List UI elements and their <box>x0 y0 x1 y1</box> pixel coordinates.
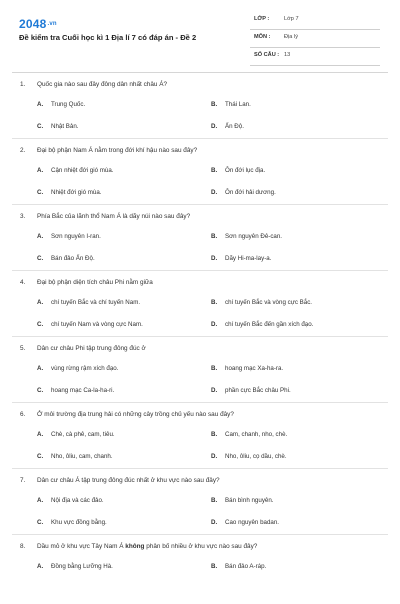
question-divider <box>12 138 388 139</box>
question-text-emphasis: không <box>125 543 145 550</box>
option-text: chí tuyến Bắc đến gần xích đạo. <box>225 321 314 328</box>
logo-text: 2048 <box>19 17 47 31</box>
exam-title: Đề kiểm tra Cuối học kì 1 Địa lí 7 có đáp án - Đề 2 <box>19 33 197 42</box>
option-b[interactable] <box>211 563 266 570</box>
option-text: Nhật Bản. <box>51 123 79 130</box>
option-text: Ôn đới hải dương. <box>225 189 276 196</box>
option-c[interactable] <box>37 123 79 130</box>
option-a[interactable] <box>37 497 104 504</box>
question-number: 1. <box>20 81 26 88</box>
option-text: Ôn đới lục địa. <box>225 167 266 174</box>
option-text: Bán đảo A-ráp. <box>225 563 267 570</box>
meta-label: SỐ CÂU : <box>254 52 280 58</box>
option-text: Sơn nguyên I-ran. <box>51 233 101 240</box>
option-text: Bán đảo Ấn Độ. <box>51 255 95 262</box>
question-8 <box>0 538 400 604</box>
question-text <box>37 543 257 550</box>
question-number: 7. <box>20 477 26 484</box>
question-1 <box>0 76 400 142</box>
option-d[interactable] <box>211 387 291 394</box>
option-letter: C. <box>37 453 44 460</box>
question-number: 8. <box>20 543 26 550</box>
question-text: Ở môi trường địa trung hải có những cây trồng chủ yếu nào sau đây? <box>37 411 234 418</box>
option-text: hoang mạc Xa-ha-ra. <box>225 365 284 372</box>
question-number: 5. <box>20 345 26 352</box>
question-list <box>0 76 400 604</box>
meta-value: Địa lý <box>284 34 298 40</box>
option-letter: B. <box>211 563 218 570</box>
option-d[interactable] <box>211 321 313 328</box>
option-text: Nhiệt đới gió mùa. <box>51 189 102 196</box>
option-text: chí tuyến Bắc và chí tuyến Nam. <box>51 299 141 306</box>
option-b[interactable] <box>211 365 283 372</box>
option-letter: C. <box>37 387 44 394</box>
option-letter: A. <box>37 497 44 504</box>
option-d[interactable] <box>211 453 287 460</box>
option-c[interactable] <box>37 189 102 196</box>
option-letter: A. <box>37 167 44 174</box>
option-c[interactable] <box>37 387 114 394</box>
option-text: Sơn nguyên Đê-can. <box>225 233 283 240</box>
option-letter: B. <box>211 299 218 306</box>
option-a[interactable] <box>37 563 113 570</box>
option-letter: A. <box>37 365 44 372</box>
option-b[interactable] <box>211 233 282 240</box>
option-letter: B. <box>211 167 218 174</box>
meta-value: 13 <box>284 52 291 58</box>
option-letter: D. <box>211 387 218 394</box>
question-text-part: phân bố nhiều ở khu vực nào sau đây? <box>144 543 258 550</box>
question-text: Đại bộ phận Nam Á nằm trong đới khí hậu nào sau đây? <box>37 147 198 154</box>
option-letter: A. <box>37 101 44 108</box>
option-a[interactable] <box>37 233 101 240</box>
option-b[interactable] <box>211 431 287 438</box>
question-text: Quốc gia nào sau đây đông dân nhất châu Á? <box>37 81 168 88</box>
option-text: chí tuyến Nam và vòng cực Nam. <box>51 321 143 328</box>
option-text: Nho, ôliu, cọ dầu, chè. <box>225 453 287 460</box>
option-letter: C. <box>37 255 44 262</box>
meta-label: LỚP : <box>254 16 270 22</box>
option-letter: B. <box>211 101 218 108</box>
option-a[interactable] <box>37 365 118 372</box>
option-a[interactable] <box>37 101 85 108</box>
option-letter: D. <box>211 519 218 526</box>
question-divider <box>12 336 388 337</box>
option-text: Thái Lan. <box>225 101 251 108</box>
option-letter: C. <box>37 321 44 328</box>
option-d[interactable] <box>211 255 271 262</box>
option-letter: B. <box>211 233 218 240</box>
option-text: vùng rừng rậm xích đạo. <box>51 365 119 372</box>
question-number: 3. <box>20 213 26 220</box>
option-letter: B. <box>211 431 218 438</box>
question-text: Dân cư châu Á tập trung đông đúc nhất ở khu vực nào sau đây? <box>37 477 220 484</box>
question-number: 4. <box>20 279 26 286</box>
option-letter: D. <box>211 321 218 328</box>
option-b[interactable] <box>211 299 312 306</box>
option-letter: A. <box>37 563 44 570</box>
option-a[interactable] <box>37 167 114 174</box>
option-text: Ấn Độ. <box>225 123 244 130</box>
meta-row-count <box>250 50 380 66</box>
page-header <box>0 0 400 74</box>
option-text: Bán bình nguyên. <box>225 497 274 504</box>
option-letter: C. <box>37 123 44 130</box>
question-divider <box>12 204 388 205</box>
option-text: Nho, ôliu, cam, chanh. <box>51 453 113 460</box>
meta-value: Lớp 7 <box>284 16 299 22</box>
question-number: 2. <box>20 147 26 154</box>
option-letter: C. <box>37 189 44 196</box>
question-text: Phía Bắc của lãnh thổ Nam Á là dãy núi nào sau đây? <box>37 213 191 220</box>
option-b[interactable] <box>211 497 274 504</box>
option-letter: A. <box>37 299 44 306</box>
question-divider <box>12 534 388 535</box>
option-c[interactable] <box>37 255 95 262</box>
option-c[interactable] <box>37 519 107 526</box>
option-letter: C. <box>37 519 44 526</box>
option-text: Khu vực đồng bằng. <box>51 519 107 526</box>
option-c[interactable] <box>37 321 143 328</box>
option-text: Đồng bằng Lưỡng Hà. <box>51 563 113 570</box>
question-text: Đại bộ phận diện tích châu Phi nằm giữa <box>37 279 153 286</box>
option-c[interactable] <box>37 453 113 460</box>
option-d[interactable] <box>211 189 276 196</box>
question-7 <box>0 472 400 538</box>
option-text: Cận nhiệt đới gió mùa. <box>51 167 114 174</box>
option-letter: D. <box>211 123 218 130</box>
option-a[interactable] <box>37 299 140 306</box>
option-letter: D. <box>211 255 218 262</box>
option-text: Cao nguyên badan. <box>225 519 280 526</box>
option-b[interactable] <box>211 101 251 108</box>
option-a[interactable] <box>37 431 115 438</box>
question-6 <box>0 406 400 472</box>
meta-row-class <box>250 14 380 30</box>
question-4 <box>0 274 400 340</box>
option-letter: B. <box>211 365 218 372</box>
meta-row-subject <box>250 32 380 48</box>
option-text: Chè, cà phê, cam, tiêu. <box>51 431 115 438</box>
question-number: 6. <box>20 411 26 418</box>
option-text: chí tuyến Bắc và vòng cực Bắc. <box>225 299 313 306</box>
option-text: hoang mạc Ca-la-ha-ri. <box>51 387 115 394</box>
option-text: phần cực Bắc châu Phi. <box>225 387 291 394</box>
option-text: Trung Quốc. <box>51 101 86 108</box>
option-letter: A. <box>37 233 44 240</box>
question-3 <box>0 208 400 274</box>
logo-suffix: .vn <box>47 21 57 27</box>
question-text: Dân cư châu Phi tập trung đông đúc ở <box>37 345 146 352</box>
option-letter: D. <box>211 189 218 196</box>
option-d[interactable] <box>211 123 244 130</box>
site-logo[interactable] <box>19 17 57 31</box>
option-letter: A. <box>37 431 44 438</box>
header-divider <box>12 72 388 73</box>
option-letter: B. <box>211 497 218 504</box>
meta-label: MÔN : <box>254 34 271 40</box>
option-text: Dãy Hi-ma-lay-a. <box>225 255 272 262</box>
question-divider <box>12 402 388 403</box>
option-b[interactable] <box>211 167 265 174</box>
question-text-part: Dầu mỏ ở khu vực Tây Nam Á <box>37 543 126 550</box>
option-d[interactable] <box>211 519 279 526</box>
option-text: Cam, chanh, nho, chè. <box>225 431 288 438</box>
question-2 <box>0 142 400 208</box>
exam-meta <box>250 14 380 68</box>
question-divider <box>12 270 388 271</box>
option-text: Nội địa và các đảo. <box>51 497 104 504</box>
option-letter: D. <box>211 453 218 460</box>
question-5 <box>0 340 400 406</box>
question-divider <box>12 468 388 469</box>
